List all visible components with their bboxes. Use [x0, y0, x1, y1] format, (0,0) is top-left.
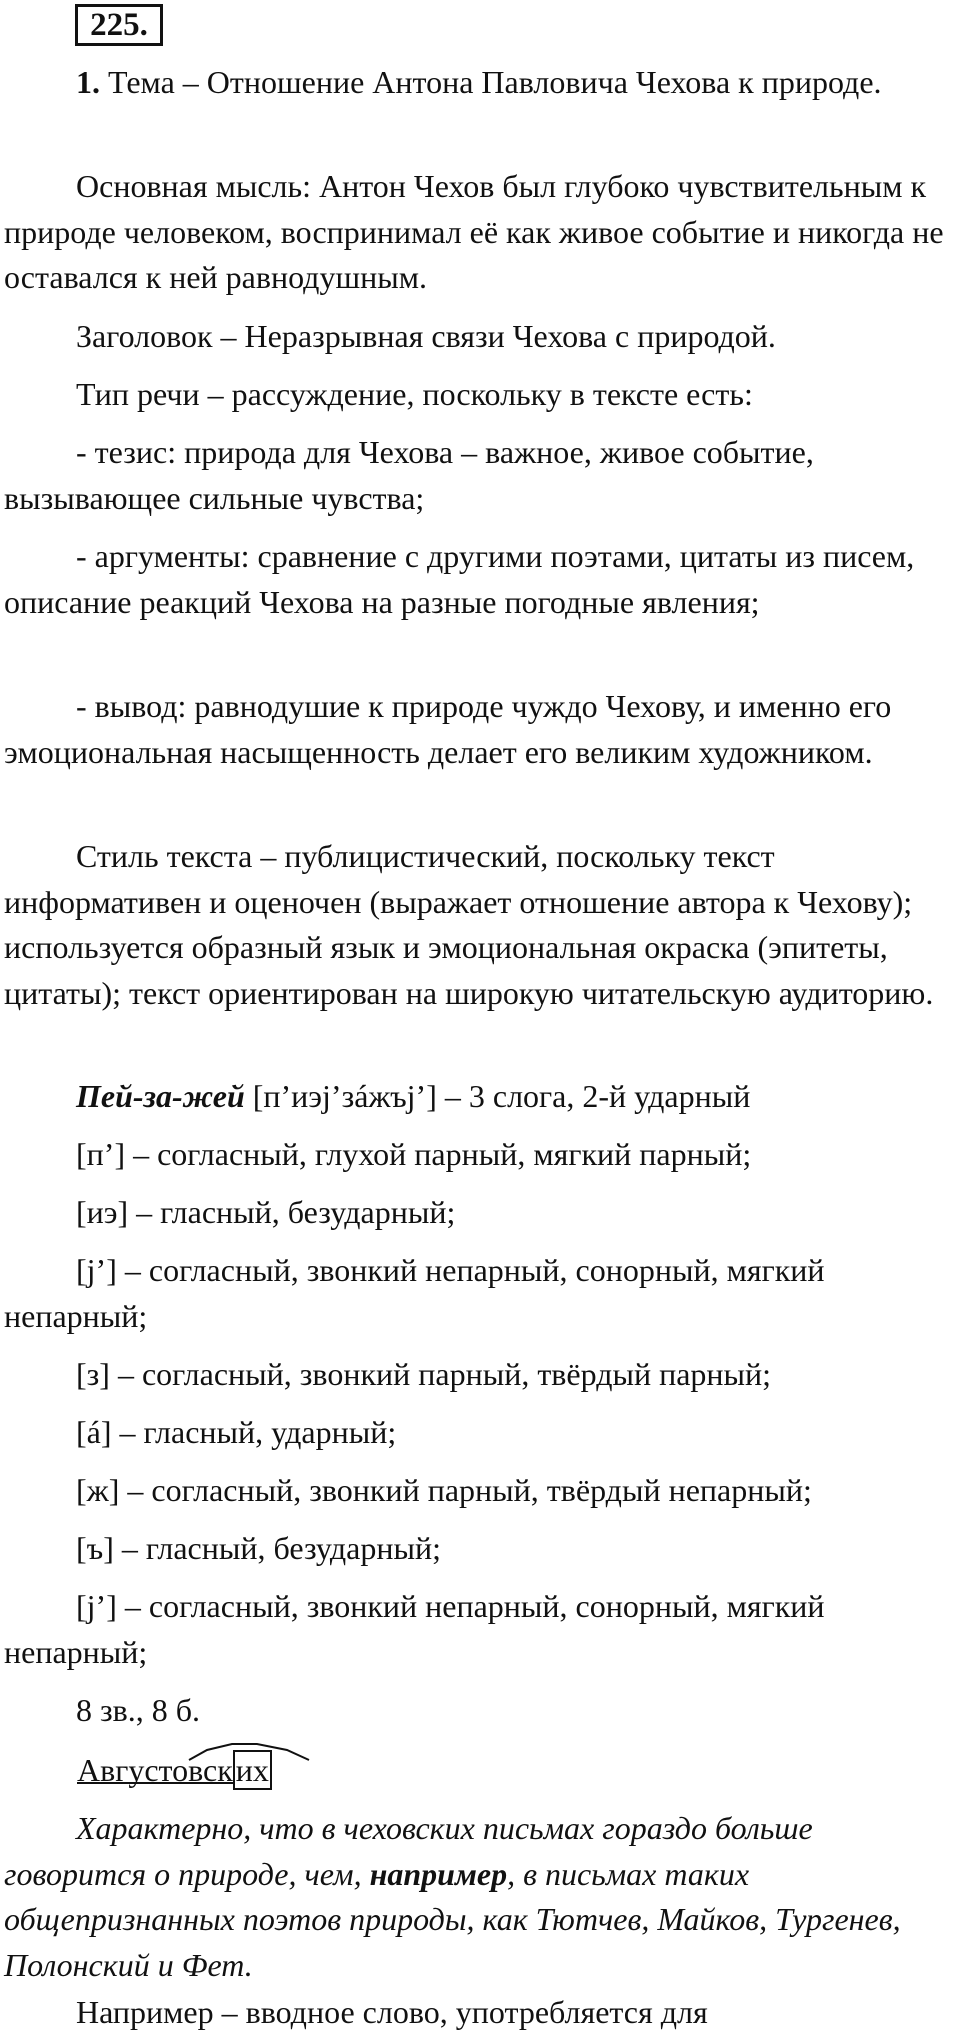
sound-line: [з] – согласный, звонкий парный, твёрдый парный;	[76, 1356, 772, 1392]
phonetic-summary: 8 зв., 8 б.	[76, 1692, 201, 1728]
quote-part-2: , в письмах таких общепризнанных поэтов природы, как Тютчев, Майков, Тургенев, Полонский и Фет.	[4, 1855, 901, 1983]
main-idea-paragraph: Основная мысль: Антон Чехов был глубоко чувствительным к природе человеком, воспринимал её как живое событие и никогда не оставался к ней равнодушным.	[4, 168, 944, 295]
sound-line: [иэ] – гласный, безударный;	[76, 1194, 456, 1230]
quote-paragraph	[4, 1806, 956, 1988]
speech-type-paragraph: Тип речи – рассуждение, поскольку в тексте есть:	[76, 376, 753, 412]
phonetic-transcription: [п’иэj’зáжъj’] – 3 слога, 2-й ударный	[244, 1078, 751, 1114]
phonetic-word: Пей-за-жей	[76, 1078, 245, 1114]
morphemic-word	[77, 1750, 272, 1790]
arguments-paragraph: - аргументы: сравнение с другими поэтами, цитаты из писем, описание реакций Чехова на разные погодные явления;	[4, 538, 915, 620]
thesis-paragraph: - тезис: природа для Чехова – важное, живое событие, вызывающее сильные чувства;	[4, 434, 814, 516]
last-line: Например – вводное слово, употребляется для	[76, 1994, 708, 2030]
conclusion-paragraph: - вывод: равнодушие к природе чуждо Чехову, и именно его эмоциональная насыщенность делает его великим художником.	[4, 688, 892, 770]
sound-line: [п’] – согласный, глухой парный, мягкий парный;	[76, 1136, 752, 1172]
phonetic-heading	[4, 1074, 956, 1120]
item-number: 1.	[76, 64, 100, 100]
title-paragraph: Заголовок – Неразрывная связи Чехова с природой.	[76, 318, 776, 354]
sound-line: [j’] – согласный, звонкий непарный, сонорный, мягкий непарный;	[4, 1252, 825, 1334]
sound-line: [ж] – согласный, звонкий парный, твёрдый непарный;	[76, 1472, 812, 1508]
exercise-number: 225.	[75, 4, 163, 46]
word-stem: Августовск	[77, 1752, 233, 1788]
quote-part-1: Характерно, что в чеховских письмах гораздо больше говорится о природе, чем,	[4, 1810, 813, 1892]
sound-line: [á] – гласный, ударный;	[76, 1414, 397, 1450]
word-ending: их	[233, 1750, 272, 1790]
theme-text: Тема – Отношение Антона Павловича Чехова к природе.	[100, 64, 882, 100]
sound-line: [j’] – согласный, звонкий непарный, сонорный, мягкий непарный;	[4, 1588, 825, 1670]
quote-bold-word: например	[369, 1855, 508, 1892]
sound-line: [ъ] – гласный, безударный;	[76, 1530, 442, 1566]
style-paragraph: Стиль текста – публицистический, поскольку текст информативен и оценочен (выражает отношение автора к Чехову); используется образный язык и эмоциональная окраска (эпитеты, цитаты); текст ориентирован на широкую читательскую аудиторию.	[4, 838, 934, 1011]
morphemic-analysis	[77, 1750, 272, 1790]
theme-paragraph	[4, 60, 956, 106]
